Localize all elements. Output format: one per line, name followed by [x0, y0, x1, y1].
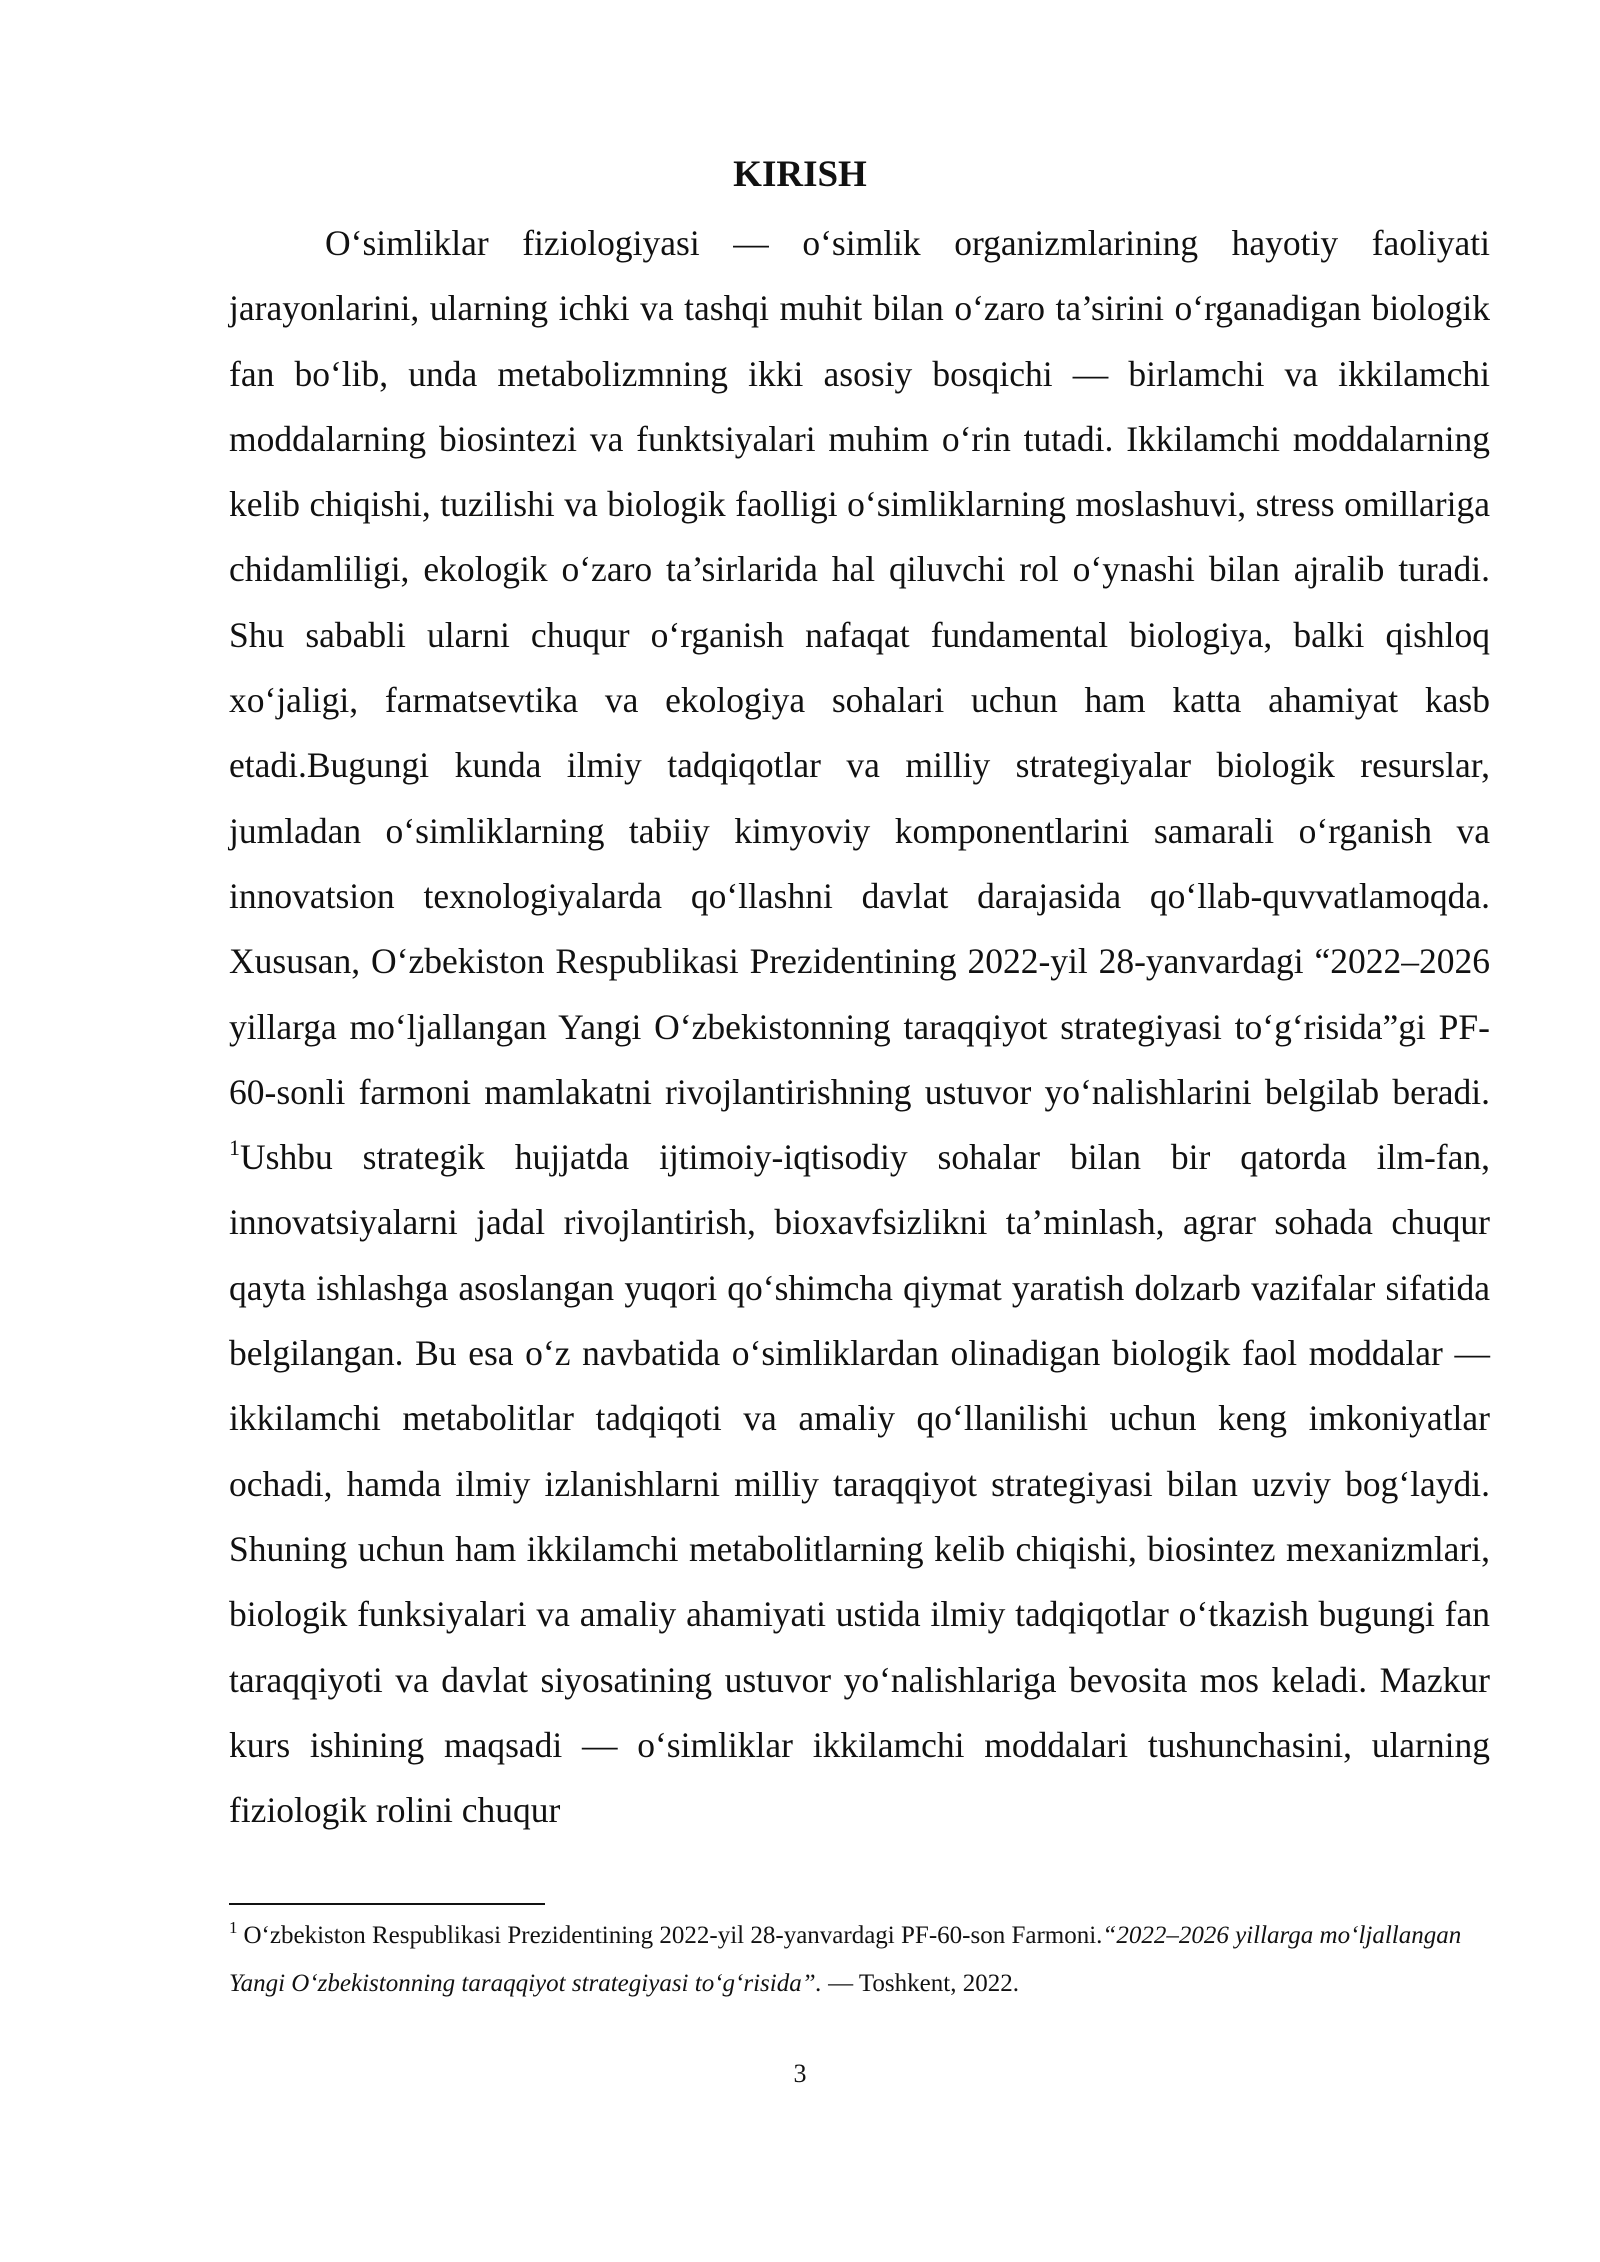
paragraph-text-part-1: O‘simliklar fiziologiyasi — o‘simlik organizmlarining hayotiy faoliyati jarayonlarini, ularning ichki va tashqi muhit bilan o‘zaro ta’sirini o‘rganadigan biologik fan bo‘lib, unda metabolizmning ikki asosiy bosqichi — birlamchi va ikkilamchi moddalarning biosintezi va funktsiyalari muhim o‘rin tutadi. Ikkilamchi moddalarning kelib chiqishi, tuzilishi va biologik faolligi o‘simliklarning moslashuvi, stress omillariga chidamliligi, ekologik o‘zaro ta’sirlarida hal qiluvchi rol o‘ynashi bilan ajralib turadi. Shu sababli ularni chuqur o‘rganish nafaqat fundamental biologiya, balki qishloq xo‘jaligi, farmatsevtika va ekologiya sohalari uchun ham katta ahamiyat kasb etadi.Bugungi kunda ilmiy tadqiqotlar va milliy strategiyalar biologik resurslar, jumladan o‘simliklarning tabiiy kimyoviy komponentlarini samarali o‘rganish va innovatsion texnologiyalarda qo‘llashni davlat darajasida qo‘llab-quvvatlamoqda. Xususan, O‘zbekiston Respublikasi Prezidentining 2022-yil 28-yanvardagi “2022–2026 yillarga mo‘ljallangan Yangi O‘zbekistonning taraqqiyot strategiyasi to‘g‘risida”gi PF-60-sonli farmoni mamlakatni rivojlantirishning ustuvor yo‘nalishlarini belgilab beradi. [229, 223, 1490, 1112]
section-heading: KIRISH [733, 154, 867, 195]
paragraph-text-part-2: Ushbu strategik hujjatda ijtimoiy-iqtisodiy sohalar bilan bir qatorda ilm-fan, innovatsiyalarni jadal rivojlantirish, bioxavfsizlikni ta’minlash, agrar sohada chuqur qayta ishlashga asoslangan yuqori qo‘shimcha qiymat yaratish dolzarb vazifalar sifatida belgilangan. Bu esa o‘z navbatida o‘simliklardan olinadigan biologik faol moddalar — ikkilamchi metabolitlar tadqiqoti va amaliy qo‘llanilishi uchun keng imkoniyatlar ochadi, hamda ilmiy izlanishlarni milliy taraqqiyot strategiyasi bilan uzviy bog‘laydi. Shuning uchun ham ikkilamchi metabolitlarning kelib chiqishi, biosintez mexanizmlari, biologik funksiyalari va amaliy ahamiyati ustida ilmiy tadqiqotlar o‘tkazish bugungi fan taraqqiyoti va davlat siyosatining ustuvor yo‘nalishlariga bevosita mos keladi. Mazkur kurs ishining maqsadi — o‘simliklar ikkilamchi moddalari tushunchasini, ularning fiziologik rolini chuqur [229, 1137, 1490, 1831]
footnote-lead-text: O‘zbekiston Respublikasi Prezidentining 2022-yil 28-yanvardagi PF-60-son Farmoni. [243, 1922, 1103, 1949]
page-number: 3 [793, 2059, 807, 2088]
footnote-separator [229, 1903, 545, 1905]
footnote-document-title: “2022–2026 yillarga mo‘ljallangan Yangi O‘zbekistonning taraqqiyot strategiyasi to‘g‘risida”. [229, 1922, 1462, 1997]
footnote [229, 1912, 1490, 2008]
intro-paragraph [229, 211, 1490, 1843]
footnote-tail-text: — Toshkent, 2022. [821, 1970, 1019, 1997]
footnote-mark: 1 [229, 1918, 238, 1937]
footnote-reference[interactable]: 1 [229, 1135, 240, 1161]
